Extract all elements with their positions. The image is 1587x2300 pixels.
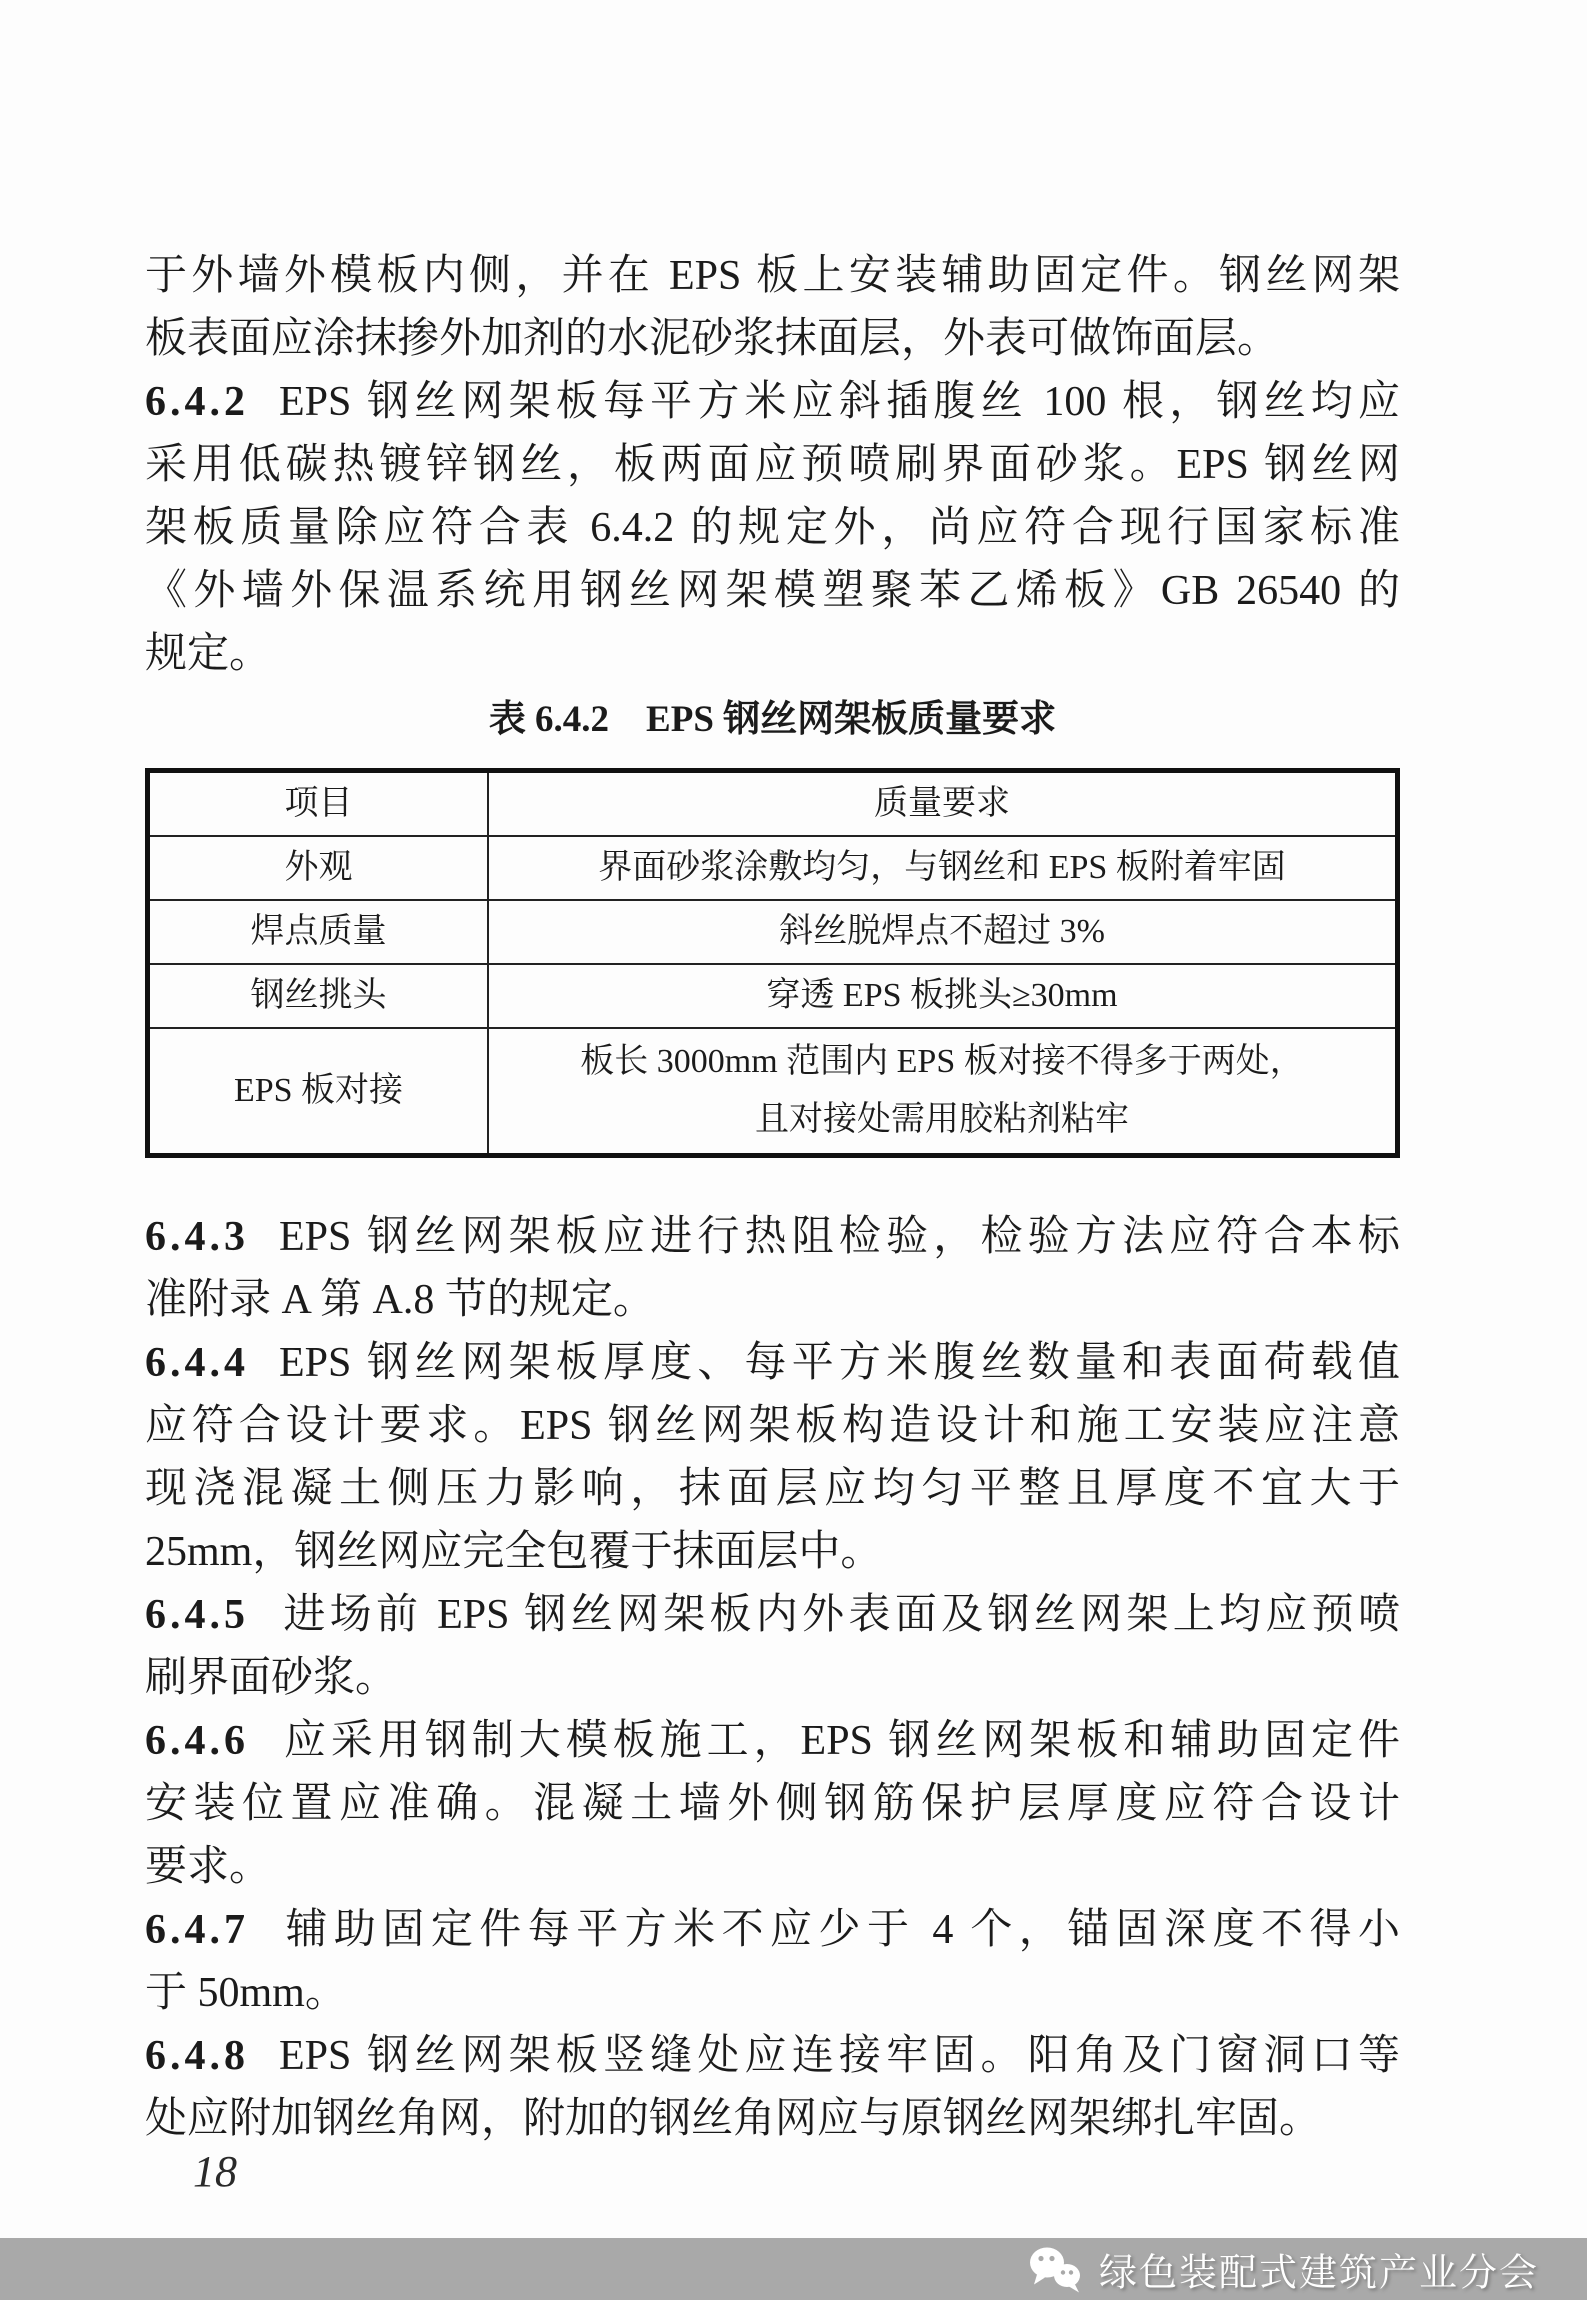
text-line-content: 架板质量除应符合表 6.4.2 的规定外，尚应符合现行国家标准 [145, 505, 1400, 551]
text-line-content: 进场前 EPS 钢丝网架板内外表面及钢丝网架上均应预喷 [279, 1592, 1400, 1638]
quality-requirements-table [145, 768, 1400, 1158]
text-line-content: 采用低碳热镀锌钢丝，板两面应预喷刷界面砂浆。EPS 钢丝网 [145, 442, 1400, 488]
text-line [145, 1710, 1400, 1773]
text-line [145, 1521, 1400, 1584]
clause-number: 6.4.8 [145, 2033, 249, 2079]
clause-number: 6.4.4 [145, 1340, 249, 1386]
table-cell-item: EPS 板对接 [148, 1028, 489, 1156]
text-line [145, 623, 1400, 686]
table-row [148, 1028, 1398, 1156]
text-line-content: 板表面应涂抹掺外加剂的水泥砂浆抹面层，外表可做饰面层。 [145, 316, 1280, 362]
text-line-content: EPS 钢丝网架板厚度、每平方米腹丝数量和表面荷载值 [279, 1340, 1400, 1386]
clause-number: 6.4.6 [145, 1718, 249, 1764]
text-line [145, 1962, 1400, 2025]
text-line-content: 辅助固定件每平方米不应少于 4 个，锚固深度不得小 [279, 1907, 1400, 1953]
requirement-line: 板长 3000mm 范围内 EPS 板对接不得多于两处， [580, 1043, 1304, 1080]
text-line-content: 刷界面砂浆。 [145, 1655, 398, 1701]
text-line-content: 准附录 A 第 A.8 节的规定。 [145, 1277, 655, 1323]
paragraphs-after-table [145, 1206, 1400, 2151]
text-line [145, 308, 1400, 371]
requirement-line: 斜丝脱焊点不超过 3% [779, 913, 1105, 950]
table-row [148, 836, 1398, 900]
clause-number: 6.4.5 [145, 1592, 249, 1638]
text-line [145, 434, 1400, 497]
page-number: 18 [193, 2147, 237, 2196]
text-line [145, 2025, 1400, 2088]
requirement-line: 界面砂浆涂敷均匀，与钢丝和 EPS 板附着牢固 [598, 849, 1286, 886]
clause-number: 6.4.2 [145, 379, 249, 425]
clause-number: 6.4.7 [145, 1907, 249, 1953]
text-line [145, 1899, 1400, 1962]
page-content [145, 245, 1400, 2151]
text-line-content: EPS 钢丝网架板每平方米应斜插腹丝 100 根，钢丝均应 [279, 379, 1400, 425]
requirement-line: 且对接处需用胶粘剂粘牢 [755, 1101, 1129, 1138]
footer-brand-text: 绿色装配式建筑产业分会 [1098, 2252, 1539, 2295]
table-cell-item: 焊点质量 [148, 900, 489, 964]
text-line [145, 1332, 1400, 1395]
table-body [148, 771, 1398, 1156]
text-line [145, 1206, 1400, 1269]
text-line-content: EPS 钢丝网架板应进行热阻检验，检验方法应符合本标 [279, 1214, 1400, 1260]
text-line [145, 1647, 1400, 1710]
table-caption: 表 6.4.2 EPS 钢丝网架板质量要求 [488, 699, 1057, 740]
text-line-content: 安装位置应准确。混凝土墙外侧钢筋保护层厚度应符合设计 [145, 1781, 1400, 1827]
table-cell-item: 钢丝挑头 [148, 964, 489, 1028]
requirement-line: 穿透 EPS 板挑头≥30mm [766, 977, 1118, 1014]
table-header-requirement: 质量要求 [488, 771, 1398, 837]
table-cell-item: 外观 [148, 836, 489, 900]
footer-brand [1025, 2242, 1539, 2297]
wechat-icon [1025, 2244, 1085, 2294]
table-header-item: 项目 [148, 771, 489, 837]
clause-number: 6.4.3 [145, 1214, 249, 1260]
text-line-content: 应符合设计要求。EPS 钢丝网架板构造设计和施工安装应注意 [145, 1403, 1400, 1449]
table-row [148, 900, 1398, 964]
text-line-content: 于外墙外模板内侧，并在 EPS 板上安装辅助固定件。钢丝网架 [145, 253, 1400, 299]
text-line [145, 1395, 1400, 1458]
text-line [145, 1584, 1400, 1647]
text-line-content: 要求。 [145, 1844, 272, 1890]
text-line-content: 《外墙外保温系统用钢丝网架模塑聚苯乙烯板》GB 26540 的 [145, 568, 1400, 614]
text-line-content: 25mm，钢丝网应完全包覆于抹面层中。 [145, 1529, 883, 1575]
text-line [145, 560, 1400, 623]
text-line [145, 2088, 1400, 2151]
text-line-content: 处应附加钢丝角网，附加的钢丝角网应与原钢丝网架绑扎牢固。 [145, 2096, 1322, 2142]
text-line-content: 应采用钢制大模板施工，EPS 钢丝网架板和辅助固定件 [279, 1718, 1400, 1764]
footer-watermark-bar [0, 2238, 1587, 2300]
text-line [145, 1836, 1400, 1899]
text-line-content: 于 50mm。 [145, 1970, 347, 2016]
table-cell-requirement [488, 964, 1398, 1028]
text-line [145, 371, 1400, 434]
paragraphs-before-table [145, 245, 1400, 686]
text-line [145, 245, 1400, 308]
table-cell-requirement [488, 1028, 1398, 1156]
text-line [145, 1458, 1400, 1521]
text-line [145, 497, 1400, 560]
table-header-row [148, 771, 1398, 837]
text-line-content: EPS 钢丝网架板竖缝处应连接牢固。阳角及门窗洞口等 [279, 2033, 1400, 2079]
text-line-content: 现浇混凝土侧压力影响，抹面层应均匀平整且厚度不宜大于 [145, 1466, 1400, 1512]
table-cell-requirement [488, 900, 1398, 964]
table-row [148, 964, 1398, 1028]
text-line [145, 1269, 1400, 1332]
text-line [145, 1773, 1400, 1836]
table-cell-requirement [488, 836, 1398, 900]
text-line-content: 规定。 [145, 631, 272, 677]
